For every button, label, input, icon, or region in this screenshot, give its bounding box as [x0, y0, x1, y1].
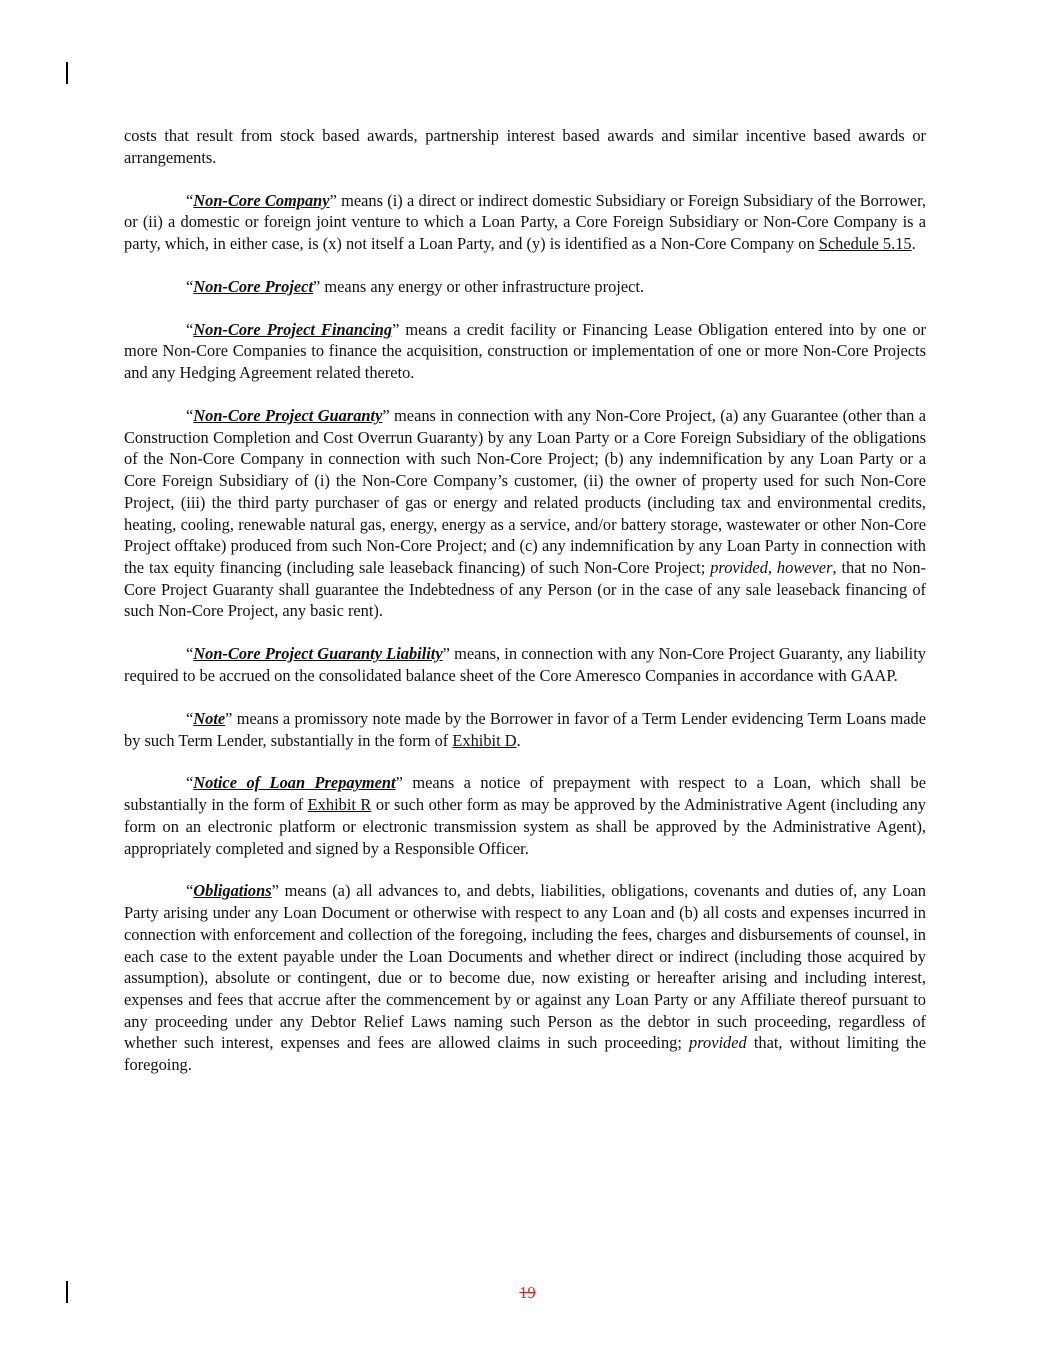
defined-term: Obligations — [193, 881, 272, 901]
definition-non-core-project-financing: “Non-Core Project Financing” means a credit facility or Financing Lease Obligation entered into by one or more Non-Core Companies to finance the acquisition, construction or implementation of one or more Non-Core Projects and any Hedging Agreement related thereto. — [124, 319, 926, 383]
exhibit-reference: Exhibit R — [307, 795, 372, 815]
defined-term: Notice of Loan Prepayment — [193, 773, 396, 793]
definition-note: “Note” means a promissory note made by the Borrower in favor of a Term Lender evidencing Term Loans made by such Term Lender, substantially in the form of Exhibit D. — [124, 708, 926, 750]
definition-obligations: “Obligations” means (a) all advances to, and debts, liabilities, obligations, covenants and duties of, any Loan Party arising under any Loan Document or otherwise with respect to any Loan and (b) all costs and expenses incurred in connection with enforcement and collection of the foregoing, including the fees, charges and disbursements of counsel, in each case to the extent payable under the Loan Documents and whether direct or indirect (including those acquired by assumption), absolute or contingent, due or to become due, now existing or hereafter arising and including interest, expenses and fees that accrue after the commencement by or against any Loan Party or any Affiliate thereof pursuant to any proceeding under any Debtor Relief Laws naming such Person as the debtor in such proceeding, regardless of whether such interest, expenses and fees are allowed claims in such proceeding; provided that, without limiting the foregoing. — [124, 881, 926, 1075]
definition-non-core-project: “Non-Core Project” means any energy or other infrastructure project. — [186, 276, 645, 296]
definition-non-core-project-guaranty-liability: “Non-Core Project Guaranty Liability” means, in connection with any Non-Core Project Guaranty, any liability required to be accrued on the consolidated balance sheet of the Core Ameresco Companies in accordance with GAAP. — [124, 644, 926, 685]
definition-non-core-company: “Non-Core Company” means (i) a direct or indirect domestic Subsidiary or Foreign Subsidiary of the Borrower, or (ii) a domestic or foreign joint venture to which a Loan Party, a Core Foreign Subsidiary or Non-Core Company is a party, which, in either case, is (x) not itself a Loan Party, and (y) is identified as a Non-Core Company on Schedule 5.15. — [124, 190, 926, 253]
defined-term: Non-Core Project — [193, 276, 314, 296]
schedule-reference: Schedule 5.15 — [818, 234, 912, 253]
defined-term: Non-Core Project Guaranty — [193, 406, 383, 426]
italic-proviso: provided — [689, 1033, 747, 1053]
defined-term: Non-Core Project Guaranty Liability — [193, 644, 443, 664]
definition-non-core-project-guaranty: “Non-Core Project Guaranty” means in connection with any Non-Core Project, (a) any Guarantee (other than a Construction Completion and Cost Overrun Guaranty) by any Loan Party or a Core Foreign Subsidiary of the obligations of the Non-Core Company in connection with such Non-Core Project; (b) any indemnification by any Loan Party or a Core Foreign Subsidiary of (i) the Non-Core Company’s customer, (ii) the owner of property used for such Non-Core Project, (iii) the third party purchaser of gas or energy and related products (including tax and environmental credits, heating, cooling, renewable natural gas, energy, energy as a service, and/or battery storage, wastewater or other Non-Core Project offtake) produced from such Non-Core Project; and (c) any indemnification by any Loan Party in connection with the tax equity financing (including sale leaseback financing) of such Non-Core Project; provided, however, that no Non-Core Project Guaranty shall guarantee the Indebtedness of any Person (or in the case of any sale leaseback financing of such Non-Core Project, any basic rent). — [124, 406, 926, 621]
defined-term: Note — [193, 708, 226, 728]
definition-notice-of-loan-prepayment: “Notice of Loan Prepayment” means a notice of prepayment with respect to a Loan, which shall be substantially in the form of Exhibit R or such other form as may be approved by the Administrative Agent (including any form on an electronic platform or electronic transmission system as shall be approved by the Administrative Agent), appropriately completed and signed by a Responsible Officer. — [124, 773, 926, 858]
italic-proviso: however — [776, 558, 833, 577]
defined-term: Non-Core Company — [193, 190, 330, 210]
defined-term: Non-Core Project Financing — [193, 319, 393, 339]
exhibit-reference: Exhibit D — [452, 730, 517, 750]
change-bar-top — [66, 62, 68, 84]
document-body — [124, 125, 926, 1097]
continuation-paragraph: costs that result from stock based awards, partnership interest based awards and similar incentive based awards or arrangements. — [124, 126, 926, 167]
italic-proviso: provided — [710, 558, 768, 577]
page-number: 19 — [519, 1283, 536, 1302]
